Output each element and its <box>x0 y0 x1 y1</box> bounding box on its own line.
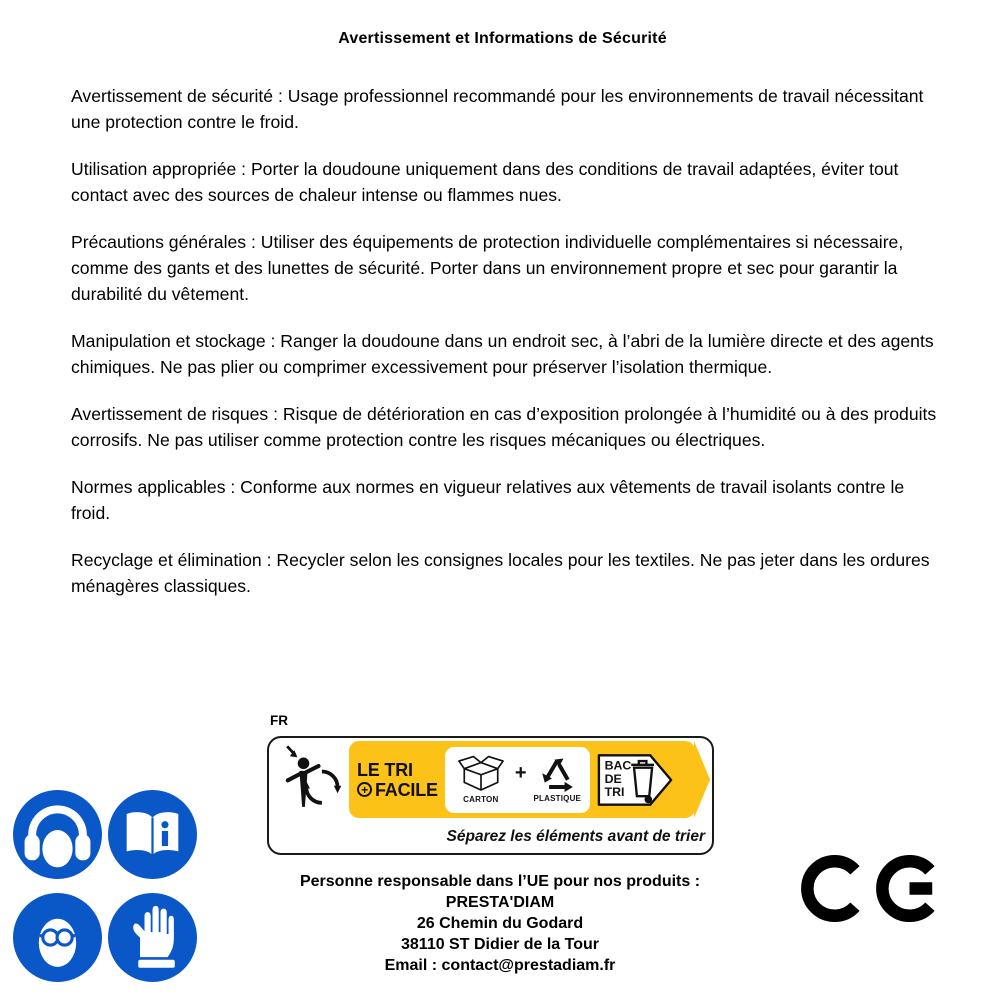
plus-circle-icon: + <box>357 782 372 797</box>
materials-box <box>445 747 590 813</box>
email-line: Email : contact@prestadiam.fr <box>384 957 616 974</box>
company-name: PRESTA'DIAM <box>445 894 555 911</box>
facile-text: FACILE <box>375 779 438 800</box>
page-title: Avertissement et Informations de Sécurité <box>338 30 667 47</box>
wear-eye-protection-icon <box>13 893 102 982</box>
plastique-material <box>534 756 582 803</box>
paragraph-utilisation-appropriee: Utilisation appropriée : Porter la doudoune uniquement dans des conditions de travail adaptées, éviter tout contact avec des sources de chaleur intense ou flammes nues. <box>71 159 899 205</box>
le-tri-facile-logo <box>357 760 438 800</box>
sorting-instruction: Séparez les éléments avant de trier <box>446 827 705 845</box>
paragraph-recyclage-elimination: Recyclage et élimination : Recycler selon les consignes locales pour les textiles. Ne pas jeter dans les ordures ménagères classiques. <box>71 550 930 596</box>
read-instruction-manual-icon <box>108 790 197 879</box>
paragraph-avertissement-securite: Avertissement de sécurité : Usage professionnel recommandé pour les environnements de travail nécessitant une protection contre le froid. <box>71 86 924 132</box>
paragraph-avertissement-risques: Avertissement de risques : Risque de détérioration en cas d’exposition prolongée à l’humidité ou à des produits corrosifs. Ne pas utiliser comme protection contre les risques mécaniques ou électriques. <box>71 404 937 450</box>
paragraph-normes-applicables: Normes applicables : Conforme aux normes en vigueur relatives aux vêtements de travail isolants contre le froid. <box>71 477 905 523</box>
fr-country-code: FR <box>270 713 288 728</box>
ce-mark-icon <box>797 853 947 924</box>
bac-de-tri-arrow <box>597 749 673 811</box>
le-tri-text: LE TRI <box>357 759 413 780</box>
wear-protective-gloves-icon <box>108 893 197 982</box>
recycling-triangle-icon <box>536 756 578 792</box>
mandatory-pictograms-grid <box>13 790 197 982</box>
responsible-intro: Personne responsable dans l’UE pour nos produits : <box>299 873 701 890</box>
responsible-person-block <box>255 871 745 976</box>
paragraph-precautions-generales: Précautions générales : Utiliser des équipements de protection individuelle complémentaires si nécessaire, comme des gants et des lunettes de sécurité. Porter dans un environnement propre et sec pour garantir la durabilité du vêtement. <box>71 232 904 304</box>
tri-text: TRI <box>604 784 625 799</box>
carton-material <box>454 755 508 804</box>
address-line1: 26 Chemin du Godard <box>416 915 584 932</box>
tri-facile-recycling-label <box>267 736 714 855</box>
cardboard-box-icon <box>454 755 508 793</box>
de-text: DE <box>604 771 622 786</box>
bac-text: BAC <box>604 758 632 773</box>
plus-separator: + <box>514 762 527 784</box>
carton-label: CARTON <box>463 795 499 804</box>
plastique-label: PLASTIQUE <box>533 794 582 803</box>
paragraph-manipulation-stockage: Manipulation et stockage : Ranger la doudoune dans un endroit sec, à l’abri de la lumière directe et des agents chimiques. Ne pas plier ou comprimer excessivement pour préserver l’isolation thermique. <box>71 331 934 377</box>
safety-paragraphs <box>71 83 945 620</box>
address-line2: 38110 ST Didier de la Tour <box>401 936 599 953</box>
recycling-label-top-band <box>269 738 712 820</box>
yellow-tri-band <box>349 741 695 818</box>
triman-icon <box>269 738 349 820</box>
wear-ear-protection-icon <box>13 790 102 879</box>
